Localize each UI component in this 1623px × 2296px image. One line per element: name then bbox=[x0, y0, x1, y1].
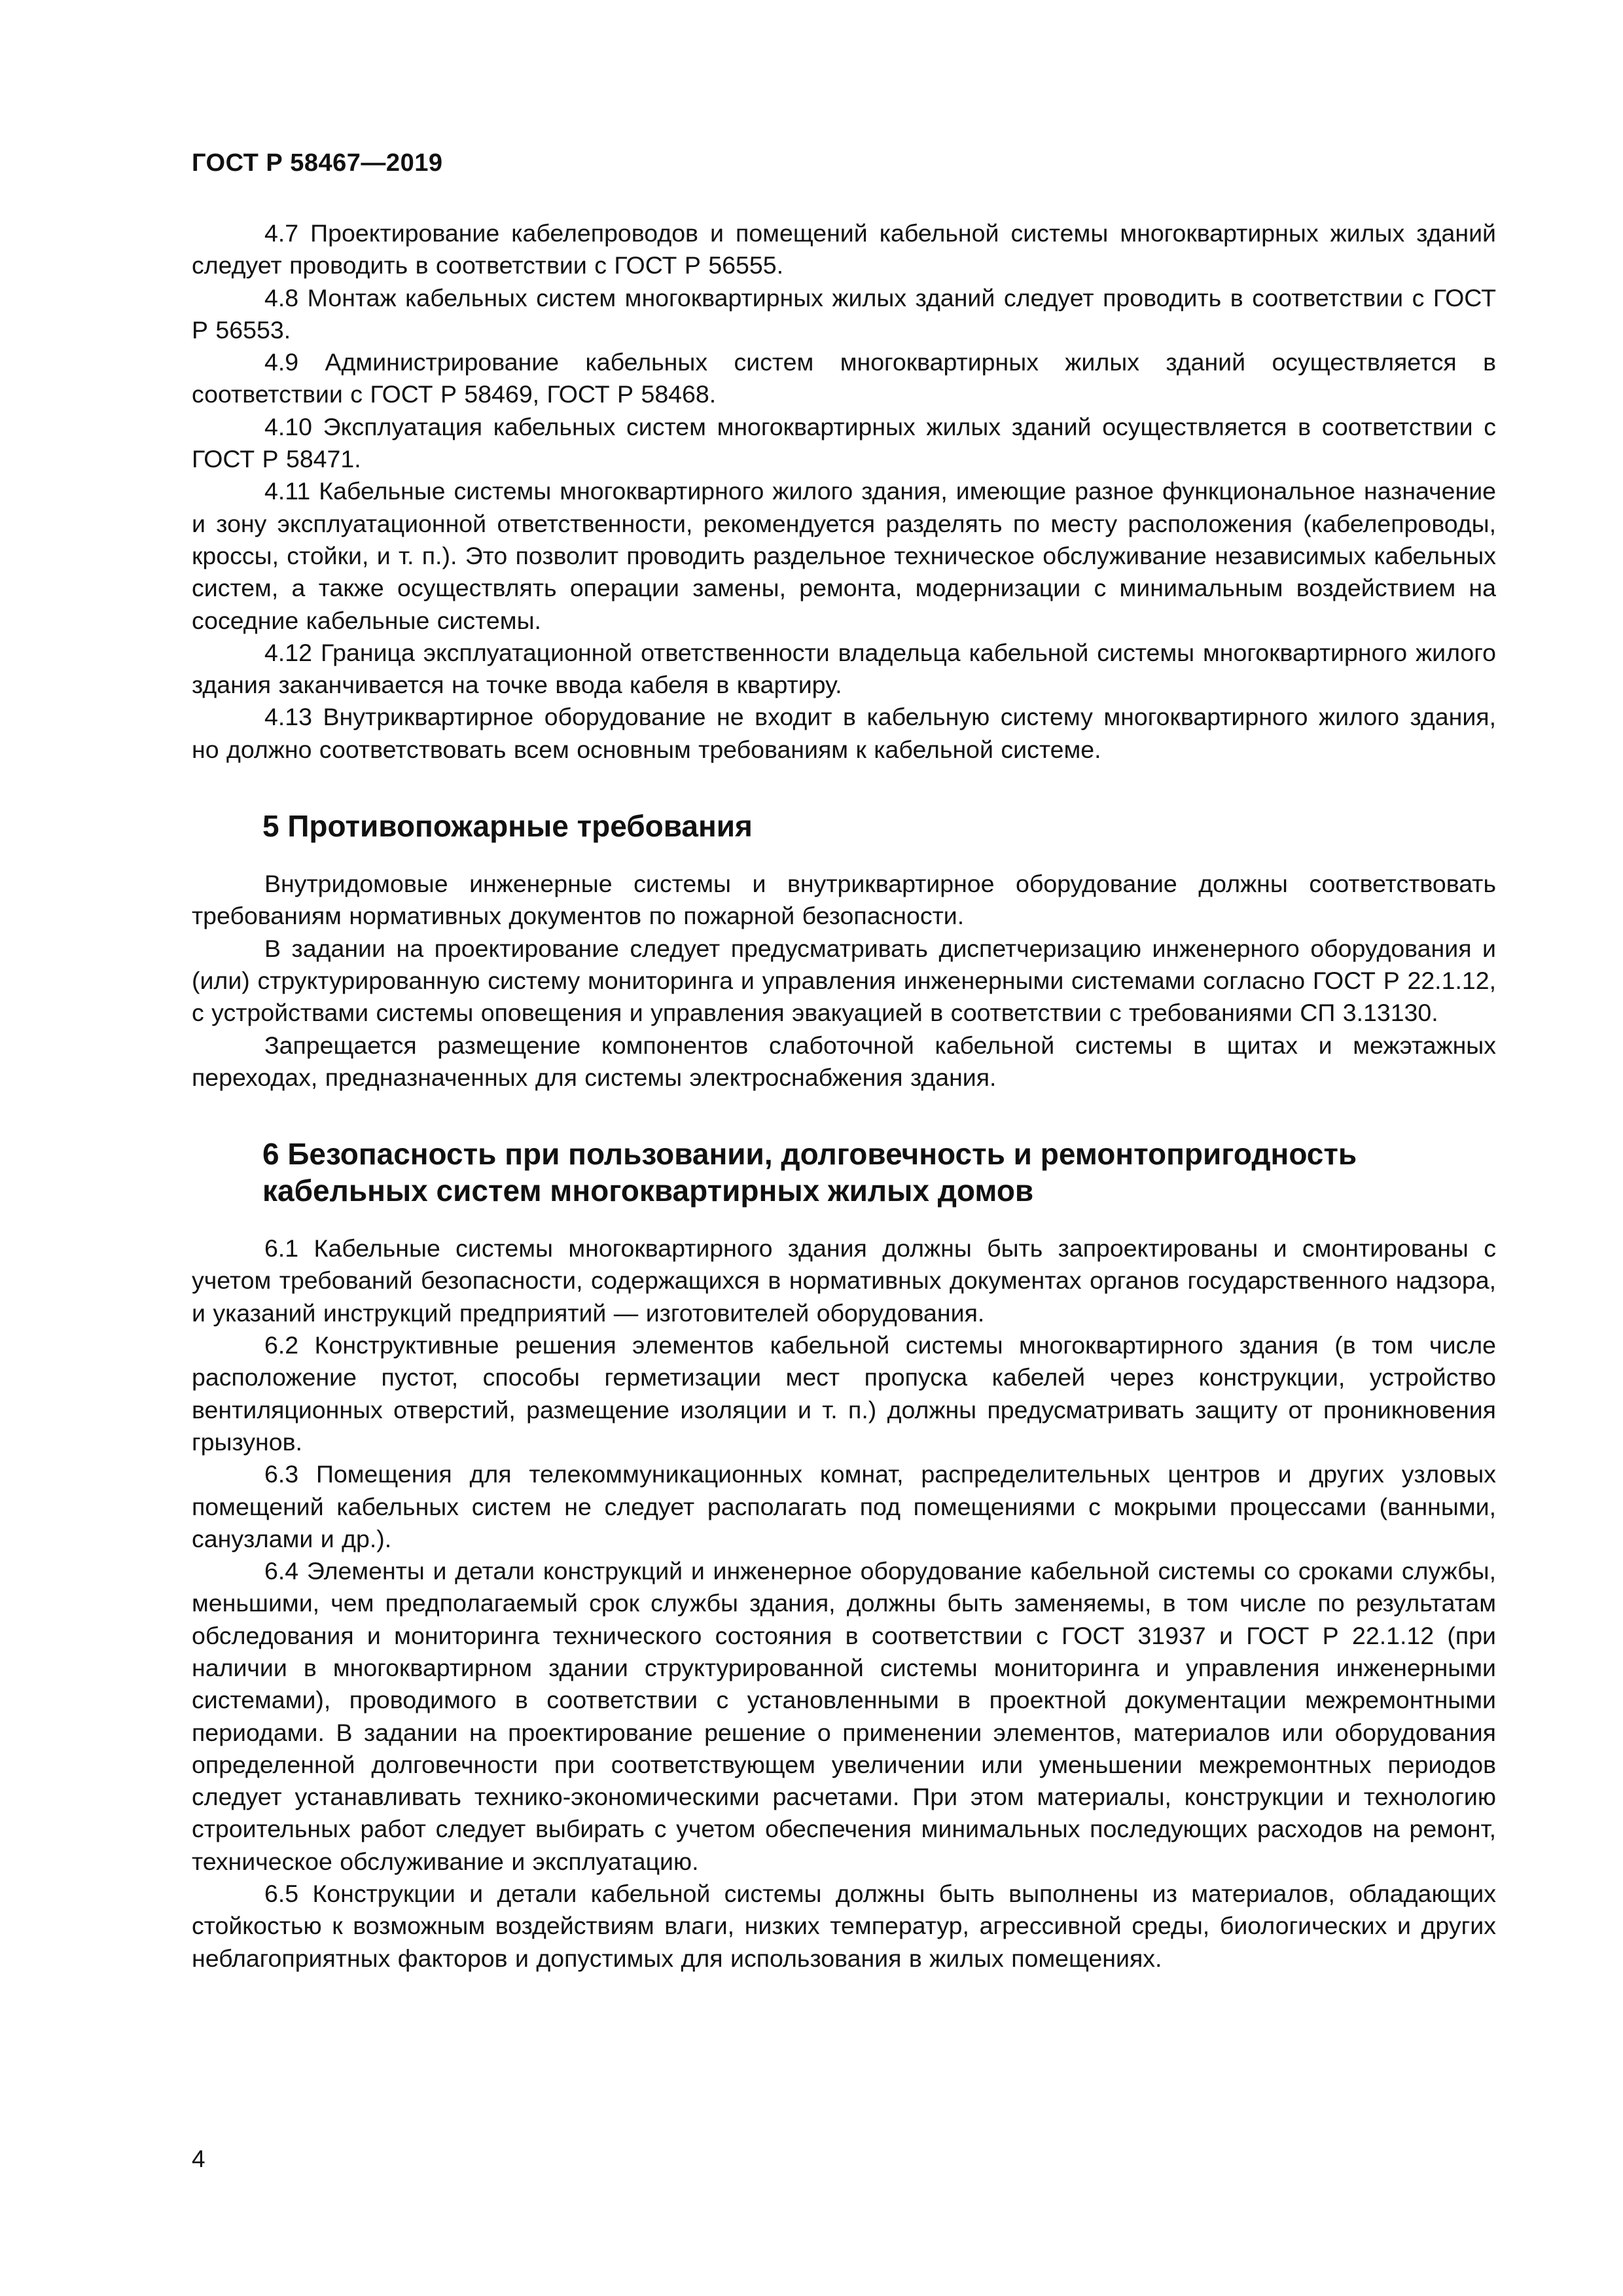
paragraph-6-1: 6.1 Кабельные системы многоквартирного здания должны быть запроектированы и смонтированы с учетом требований безопасности, содержащихся в нормативных документах органов государственного надзора, и указаний инструкций предприятий — изготовителей оборудования. bbox=[192, 1234, 1496, 1327]
paragraph-4-11: 4.11 Кабельные системы многоквартирного жилого здания, имеющие разное функциональное назначение и зону эксплуатационной ответственности, рекомендуется разделять по месту расположения (кабелепроводы, кроссы, стойки, и т. п.). Это позволит проводить раздельное техническое обслуживание независимых кабельных систем, а также осуществлять операции замены, ремонта, модернизации с минимальным воздействием на соседние кабельные системы. bbox=[192, 477, 1496, 634]
page-content bbox=[192, 217, 1496, 1975]
paragraph-6-4: 6.4 Элементы и детали конструкций и инженерное оборудование кабельной системы со сроками службы, меньшими, чем предполагаемый срок службы здания, должны быть заменяемы, в том числе по результатам обследования и мониторинга технического состояния в соответствии с ГОСТ 31937 и ГОСТ Р 22.1.12 (при наличии в многоквартирном здании структурированной системы мониторинга и управления инженерными системами), проводимого в соответствии с установленными в проектной документации межремонтными периодами. В задании на проектирование решение о применении элементов, материалов или оборудования определенной долговечности при соответствующем увеличении или уменьшении межремонтных периодов следует устанавливать технико-экономическими расчетами. При этом материалы, конструкции и технологию строительных работ следует выбирать с учетом обеспечения минимальных последующих расходов на ремонт, техническое обслуживание и эксплуатацию. bbox=[192, 1557, 1496, 1875]
section-6-heading-line-1: 6 Безопасность при пользовании, долговечность и ремонтопригодность bbox=[262, 1137, 1357, 1172]
paragraph-6-3: 6.3 Помещения для телекоммуникационных комнат, распределительных центров и других узловых помещений кабельных систем не следует располагать под помещениями с мокрыми процессами (ванными, санузлами и др.). bbox=[192, 1460, 1496, 1552]
paragraph-4-12: 4.12 Граница эксплуатационной ответственности владельца кабельной системы многоквартирного жилого здания заканчивается на точке ввода кабеля в квартиру. bbox=[192, 638, 1496, 699]
paragraph-6-5: 6.5 Конструкции и детали кабельной системы должны быть выполнены из материалов, обладающих стойкостью к возможным воздействиям влаги, низких температур, агрессивной среды, биологических и других неблагоприятных факторов и допустимых для использования в жилых помещениях. bbox=[192, 1880, 1496, 1972]
section-5-paragraph-2: В задании на проектирование следует предусматривать диспетчеризацию инженерного оборудования и (или) структурированную систему мониторинга и управления инженерными системами согласно ГОСТ Р 22.1.12, с устройствами системы оповещения и управления эвакуацией в соответствии с требованиями СП 3.13130. bbox=[192, 934, 1496, 1027]
page-number: 4 bbox=[192, 2145, 205, 2172]
section-6-heading-line-2: кабельных систем многоквартирных жилых домов bbox=[262, 1174, 1034, 1208]
section-5-paragraph-3: Запрещается размещение компонентов слаботочной кабельной системы в щитах и межэтажных переходах, предназначенных для системы электроснабжения здания. bbox=[192, 1031, 1496, 1091]
paragraph-4-9: 4.9 Администрирование кабельных систем многоквартирных жилых зданий осуществляется в соответствии с ГОСТ Р 58469, ГОСТ Р 58468. bbox=[192, 348, 1496, 408]
paragraph-4-8: 4.8 Монтаж кабельных систем многоквартирных жилых зданий следует проводить в соответствии с ГОСТ Р 56553. bbox=[192, 283, 1496, 344]
paragraph-4-13: 4.13 Внутриквартирное оборудование не входит в кабельную систему многоквартирного жилого здания, но должно соответствовать всем основным требованиям к кабельной системе. bbox=[192, 703, 1496, 763]
paragraph-4-7: 4.7 Проектирование кабелепроводов и помещений кабельной системы многоквартирных жилых зданий следует проводить в соответствии с ГОСТ Р 56555. bbox=[192, 219, 1496, 279]
paragraph-4-10: 4.10 Эксплуатация кабельных систем многоквартирных жилых зданий осуществляется в соответствии с ГОСТ Р 58471. bbox=[192, 412, 1496, 473]
paragraph-6-2: 6.2 Конструктивные решения элементов кабельной системы многоквартирного здания (в том числе расположение пустот, способы герметизации мест пропуска кабелей через конструкции, устройство вентиляционных отверстий, размещение изоляции и т. п.) должны предусматривать защиту от проникновения грызунов. bbox=[192, 1331, 1496, 1456]
document-header-id: ГОСТ Р 58467—2019 bbox=[192, 149, 443, 177]
section-5-paragraph-1: Внутридомовые инженерные системы и внутриквартирное оборудование должны соответствовать требованиям нормативных документов по пожарной безопасности. bbox=[192, 870, 1496, 930]
section-6-heading bbox=[192, 1136, 1496, 1209]
section-5-heading: 5 Противопожарные требования bbox=[262, 809, 753, 844]
